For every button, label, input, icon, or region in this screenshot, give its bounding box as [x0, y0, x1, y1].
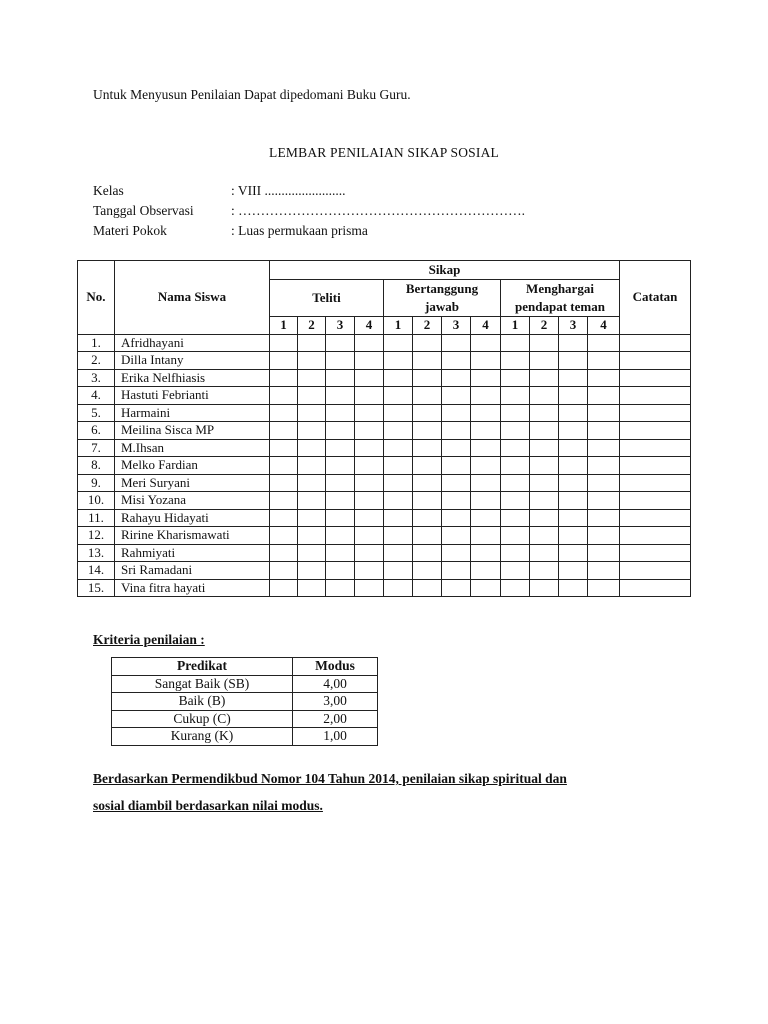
- score-cell: [559, 404, 588, 422]
- score-cell: [355, 387, 384, 405]
- score-cell: [442, 369, 471, 387]
- score-cell: [384, 509, 413, 527]
- score-cell: [559, 562, 588, 580]
- score-cell: [298, 457, 326, 475]
- note-line: sosial diambil berdasarkan nilai modus.: [93, 798, 323, 813]
- score-cell: [413, 387, 442, 405]
- score-cell: [413, 527, 442, 545]
- score-cell: [471, 492, 501, 510]
- score-cell: [471, 562, 501, 580]
- table-row: [78, 404, 691, 422]
- score-cell: [530, 527, 559, 545]
- score-cell: [530, 457, 559, 475]
- score-cell: [355, 457, 384, 475]
- table-row: [78, 439, 691, 457]
- score-cell: [530, 544, 559, 562]
- header-aspect-bertanggung-jawab: Bertanggung jawab: [384, 280, 501, 317]
- table-row: [78, 422, 691, 440]
- score-cell: [588, 579, 620, 597]
- score-header: 3: [442, 317, 471, 335]
- score-cell: [326, 474, 355, 492]
- score-cell: [530, 474, 559, 492]
- score-cell: [501, 352, 530, 370]
- score-cell: [326, 369, 355, 387]
- score-cell: [413, 439, 442, 457]
- table-row: [78, 544, 691, 562]
- predikat-cell: Sangat Baik (SB): [112, 675, 293, 693]
- score-cell: [442, 404, 471, 422]
- score-cell: [355, 439, 384, 457]
- score-cell: [355, 404, 384, 422]
- score-cell: [270, 492, 298, 510]
- score-cell: [326, 387, 355, 405]
- score-cell: [501, 422, 530, 440]
- score-cell: [298, 474, 326, 492]
- score-cell: [326, 579, 355, 597]
- student-name: Rahmiyati: [115, 544, 270, 562]
- score-cell: [355, 579, 384, 597]
- score-header: 4: [471, 317, 501, 335]
- meta-row-tanggal: [93, 201, 525, 221]
- score-cell: [326, 544, 355, 562]
- catatan-cell: [620, 544, 691, 562]
- score-cell: [559, 527, 588, 545]
- score-cell: [298, 527, 326, 545]
- score-cell: [298, 562, 326, 580]
- score-cell: [355, 352, 384, 370]
- catatan-cell: [620, 562, 691, 580]
- score-cell: [501, 439, 530, 457]
- score-cell: [501, 334, 530, 352]
- score-cell: [413, 334, 442, 352]
- score-cell: [442, 352, 471, 370]
- meta-label: Tanggal Observasi: [93, 203, 194, 218]
- score-cell: [326, 439, 355, 457]
- score-cell: [270, 544, 298, 562]
- score-cell: [471, 509, 501, 527]
- modus-cell: 3,00: [293, 693, 378, 711]
- score-cell: [298, 334, 326, 352]
- score-cell: [384, 404, 413, 422]
- meta-value: : Luas permukaan prisma: [231, 223, 368, 238]
- score-header: 2: [530, 317, 559, 335]
- score-cell: [588, 492, 620, 510]
- score-header: 2: [298, 317, 326, 335]
- score-header: 3: [559, 317, 588, 335]
- kriteria-table: [111, 657, 378, 746]
- score-cell: [326, 509, 355, 527]
- score-cell: [270, 579, 298, 597]
- score-cell: [588, 404, 620, 422]
- student-name: Sri Ramadani: [115, 562, 270, 580]
- score-cell: [442, 457, 471, 475]
- score-cell: [326, 562, 355, 580]
- student-no: 2.: [78, 352, 115, 370]
- score-cell: [501, 527, 530, 545]
- table-row: [78, 562, 691, 580]
- student-no: 3.: [78, 369, 115, 387]
- student-no: 12.: [78, 527, 115, 545]
- meta-row-materi: [93, 221, 368, 241]
- meta-value: : ……………………………………………………….: [231, 203, 526, 218]
- score-cell: [270, 527, 298, 545]
- catatan-cell: [620, 579, 691, 597]
- score-cell: [471, 439, 501, 457]
- score-cell: [298, 439, 326, 457]
- score-cell: [298, 579, 326, 597]
- score-cell: [355, 544, 384, 562]
- score-cell: [413, 492, 442, 510]
- score-cell: [501, 509, 530, 527]
- header-aspect-menghargai: Menghargai pendapat teman: [501, 280, 620, 317]
- student-no: 7.: [78, 439, 115, 457]
- score-cell: [355, 474, 384, 492]
- score-cell: [471, 527, 501, 545]
- student-name: Erika Nelfhiasis: [115, 369, 270, 387]
- student-name: Melko Fardian: [115, 457, 270, 475]
- score-header: 4: [355, 317, 384, 335]
- score-cell: [559, 457, 588, 475]
- student-name: Vina fitra hayati: [115, 579, 270, 597]
- score-cell: [326, 527, 355, 545]
- score-cell: [471, 457, 501, 475]
- kriteria-heading: Kriteria penilaian :: [93, 632, 205, 647]
- score-cell: [559, 387, 588, 405]
- score-cell: [471, 334, 501, 352]
- modus-cell: 1,00: [293, 728, 378, 746]
- score-cell: [559, 492, 588, 510]
- score-cell: [413, 404, 442, 422]
- score-cell: [442, 579, 471, 597]
- score-cell: [442, 527, 471, 545]
- score-cell: [530, 579, 559, 597]
- score-cell: [384, 352, 413, 370]
- meta-label: Materi Pokok: [93, 223, 167, 238]
- student-no: 8.: [78, 457, 115, 475]
- score-cell: [501, 387, 530, 405]
- predikat-cell: Cukup (C): [112, 710, 293, 728]
- catatan-cell: [620, 352, 691, 370]
- score-header: 3: [326, 317, 355, 335]
- catatan-cell: [620, 509, 691, 527]
- student-no: 5.: [78, 404, 115, 422]
- predikat-cell: Baik (B): [112, 693, 293, 711]
- catatan-cell: [620, 527, 691, 545]
- score-cell: [384, 527, 413, 545]
- catatan-cell: [620, 422, 691, 440]
- score-cell: [530, 369, 559, 387]
- score-cell: [413, 579, 442, 597]
- score-cell: [355, 527, 384, 545]
- score-cell: [588, 387, 620, 405]
- student-name: Rahayu Hidayati: [115, 509, 270, 527]
- page-title: LEMBAR PENILAIAN SIKAP SOSIAL: [269, 145, 499, 160]
- table-row: [78, 334, 691, 352]
- header-modus: Modus: [293, 658, 378, 676]
- score-cell: [270, 457, 298, 475]
- score-cell: [442, 439, 471, 457]
- score-cell: [588, 439, 620, 457]
- score-cell: [559, 422, 588, 440]
- student-name: Harmaini: [115, 404, 270, 422]
- meta-label: Kelas: [93, 183, 124, 198]
- student-no: 13.: [78, 544, 115, 562]
- score-cell: [355, 334, 384, 352]
- score-cell: [442, 562, 471, 580]
- table-row: [78, 352, 691, 370]
- student-name: Dilla Intany: [115, 352, 270, 370]
- score-cell: [270, 404, 298, 422]
- score-cell: [588, 334, 620, 352]
- header-no: No.: [78, 261, 115, 335]
- score-cell: [270, 562, 298, 580]
- score-header: 1: [384, 317, 413, 335]
- score-cell: [559, 474, 588, 492]
- score-header: 4: [588, 317, 620, 335]
- student-name: M.Ihsan: [115, 439, 270, 457]
- score-cell: [588, 352, 620, 370]
- meta-row-kelas: [93, 181, 346, 201]
- score-cell: [501, 474, 530, 492]
- score-cell: [530, 387, 559, 405]
- catatan-cell: [620, 474, 691, 492]
- score-header: 1: [270, 317, 298, 335]
- table-row: [78, 509, 691, 527]
- score-cell: [355, 492, 384, 510]
- score-cell: [413, 352, 442, 370]
- intro-text: Untuk Menyusun Penilaian Dapat dipedomani Buku Guru.: [93, 87, 411, 102]
- score-cell: [471, 352, 501, 370]
- student-name: Afridhayani: [115, 334, 270, 352]
- score-cell: [326, 457, 355, 475]
- score-cell: [442, 334, 471, 352]
- catatan-cell: [620, 387, 691, 405]
- score-cell: [384, 544, 413, 562]
- score-cell: [298, 492, 326, 510]
- header-nama-siswa: Nama Siswa: [115, 261, 270, 335]
- catatan-cell: [620, 457, 691, 475]
- score-cell: [270, 334, 298, 352]
- student-no: 14.: [78, 562, 115, 580]
- catatan-cell: [620, 439, 691, 457]
- score-cell: [355, 509, 384, 527]
- student-name: Misi Yozana: [115, 492, 270, 510]
- score-cell: [471, 404, 501, 422]
- student-no: 1.: [78, 334, 115, 352]
- score-cell: [442, 422, 471, 440]
- score-cell: [298, 369, 326, 387]
- student-no: 15.: [78, 579, 115, 597]
- score-cell: [298, 352, 326, 370]
- score-cell: [471, 387, 501, 405]
- score-cell: [384, 562, 413, 580]
- modus-cell: 4,00: [293, 675, 378, 693]
- score-cell: [298, 509, 326, 527]
- score-cell: [270, 369, 298, 387]
- score-cell: [355, 562, 384, 580]
- catatan-cell: [620, 492, 691, 510]
- score-cell: [471, 474, 501, 492]
- catatan-cell: [620, 369, 691, 387]
- score-cell: [588, 457, 620, 475]
- student-no: 4.: [78, 387, 115, 405]
- header-predikat: Predikat: [112, 658, 293, 676]
- student-name: Ririne Kharismawati: [115, 527, 270, 545]
- kriteria-row: [112, 728, 378, 746]
- score-cell: [270, 422, 298, 440]
- score-cell: [355, 422, 384, 440]
- score-cell: [355, 369, 384, 387]
- score-cell: [384, 579, 413, 597]
- score-cell: [442, 492, 471, 510]
- score-cell: [559, 439, 588, 457]
- kriteria-row: [112, 710, 378, 728]
- score-cell: [270, 474, 298, 492]
- score-cell: [588, 527, 620, 545]
- score-cell: [413, 369, 442, 387]
- table-row: [78, 527, 691, 545]
- score-cell: [588, 544, 620, 562]
- score-cell: [501, 492, 530, 510]
- table-row: [78, 369, 691, 387]
- score-cell: [326, 334, 355, 352]
- student-no: 9.: [78, 474, 115, 492]
- score-cell: [530, 422, 559, 440]
- score-cell: [413, 544, 442, 562]
- score-cell: [442, 509, 471, 527]
- score-cell: [298, 422, 326, 440]
- score-cell: [501, 457, 530, 475]
- score-header: 2: [413, 317, 442, 335]
- score-cell: [588, 474, 620, 492]
- score-cell: [559, 369, 588, 387]
- kriteria-row: [112, 675, 378, 693]
- table-row: [78, 387, 691, 405]
- student-name: Meri Suryani: [115, 474, 270, 492]
- student-no: 10.: [78, 492, 115, 510]
- header-sikap: Sikap: [270, 261, 620, 280]
- modus-cell: 2,00: [293, 710, 378, 728]
- score-cell: [413, 474, 442, 492]
- score-cell: [326, 492, 355, 510]
- score-cell: [471, 369, 501, 387]
- score-cell: [384, 422, 413, 440]
- catatan-cell: [620, 334, 691, 352]
- score-cell: [298, 404, 326, 422]
- header-aspect-teliti: Teliti: [270, 280, 384, 317]
- score-cell: [384, 492, 413, 510]
- score-cell: [384, 334, 413, 352]
- score-cell: [559, 509, 588, 527]
- score-cell: [530, 404, 559, 422]
- score-cell: [588, 562, 620, 580]
- score-cell: [384, 474, 413, 492]
- score-cell: [471, 544, 501, 562]
- score-cell: [501, 562, 530, 580]
- score-cell: [588, 422, 620, 440]
- student-no: 11.: [78, 509, 115, 527]
- student-name: Meilina Sisca MP: [115, 422, 270, 440]
- score-cell: [442, 474, 471, 492]
- score-cell: [384, 387, 413, 405]
- score-cell: [326, 422, 355, 440]
- meta-value: : VIII ........................: [231, 183, 346, 198]
- score-cell: [501, 579, 530, 597]
- score-cell: [501, 404, 530, 422]
- score-cell: [588, 369, 620, 387]
- score-cell: [298, 544, 326, 562]
- score-cell: [530, 334, 559, 352]
- score-cell: [270, 509, 298, 527]
- score-cell: [413, 457, 442, 475]
- score-cell: [442, 387, 471, 405]
- score-cell: [326, 352, 355, 370]
- student-name: Hastuti Febrianti: [115, 387, 270, 405]
- predikat-cell: Kurang (K): [112, 728, 293, 746]
- table-row: [78, 457, 691, 475]
- score-cell: [384, 457, 413, 475]
- score-cell: [384, 369, 413, 387]
- score-cell: [588, 509, 620, 527]
- table-row: [78, 579, 691, 597]
- score-cell: [530, 439, 559, 457]
- score-cell: [530, 562, 559, 580]
- score-cell: [501, 369, 530, 387]
- table-row: [78, 474, 691, 492]
- score-cell: [559, 579, 588, 597]
- score-cell: [442, 544, 471, 562]
- score-cell: [326, 404, 355, 422]
- score-cell: [559, 544, 588, 562]
- table-row: [78, 492, 691, 510]
- score-header: 1: [501, 317, 530, 335]
- score-cell: [559, 334, 588, 352]
- score-cell: [270, 439, 298, 457]
- score-cell: [501, 544, 530, 562]
- score-cell: [298, 387, 326, 405]
- note-line: Berdasarkan Permendikbud Nomor 104 Tahun 2014, penilaian sikap spiritual dan: [93, 771, 567, 786]
- score-cell: [471, 579, 501, 597]
- attitude-assessment-table: [77, 260, 691, 597]
- score-cell: [413, 509, 442, 527]
- student-no: 6.: [78, 422, 115, 440]
- score-cell: [559, 352, 588, 370]
- score-cell: [471, 422, 501, 440]
- header-catatan: Catatan: [620, 261, 691, 335]
- score-cell: [270, 387, 298, 405]
- score-cell: [530, 492, 559, 510]
- kriteria-row: [112, 693, 378, 711]
- score-cell: [413, 562, 442, 580]
- score-cell: [413, 422, 442, 440]
- catatan-cell: [620, 404, 691, 422]
- score-cell: [530, 352, 559, 370]
- score-cell: [530, 509, 559, 527]
- score-cell: [384, 439, 413, 457]
- score-cell: [270, 352, 298, 370]
